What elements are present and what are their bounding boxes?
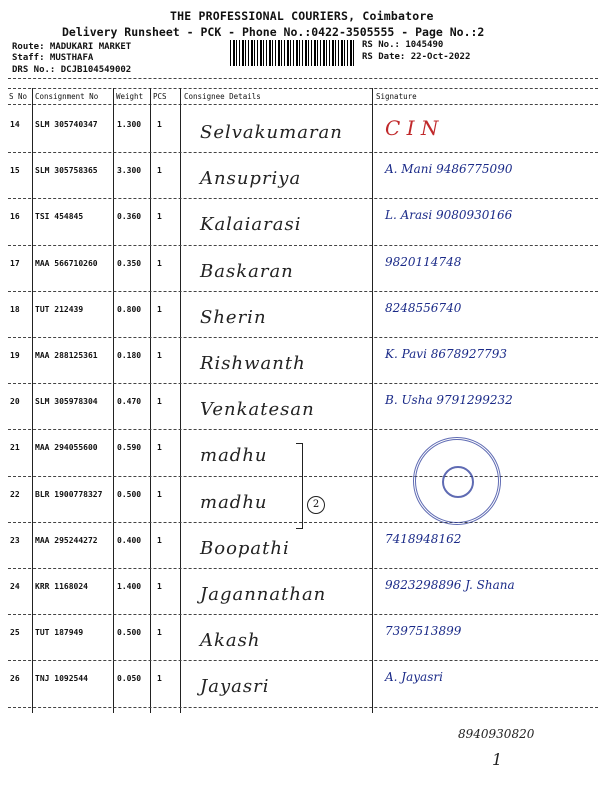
row-pcs: 1 [157,166,162,176]
row-sno: 24 [10,582,20,591]
row-sno: 18 [10,304,20,314]
row-consignee-name: Boopathi [200,537,290,559]
row-consignee-name: Venkatesan [200,399,315,421]
row-signature: B. Usha 9791299232 [385,393,513,408]
row-divider [8,291,598,292]
footer-phone: 8940930820 [458,727,535,741]
column-divider [150,88,151,713]
column-divider [372,88,373,713]
row-consignment-no: KRR 1168024 [35,582,88,591]
row-consignment-no: MAA 294055600 [35,443,98,453]
row-sno: 22 [10,489,20,499]
circled-count: 2 [307,496,325,514]
row-weight: 0.050 [117,674,142,684]
row-weight: 0.400 [117,535,142,545]
row-consignee-name: Baskaran [200,260,294,282]
row-sno: 15 [10,166,20,176]
row-signature: 8248556740 [385,300,462,315]
rs-number: RS No.: 1045490 [362,40,444,50]
footer-mark: 1 [492,750,503,769]
staff-label: Staff: MUSTHAFA [12,53,94,63]
row-pcs: 1 [157,120,162,129]
grouping-bracket [296,443,303,529]
row-consignment-no: SLM 305758365 [35,166,98,176]
row-weight: 1.300 [117,120,142,129]
barcode [230,40,354,66]
row-pcs: 1 [157,628,162,638]
divider [8,104,598,105]
column-divider [32,88,33,713]
row-divider [8,476,598,477]
row-divider [8,383,598,384]
row-consignment-no: TUT 187949 [35,628,84,638]
row-pcs: 1 [157,489,162,499]
row-divider [8,614,598,615]
row-consignee-name: madhu [200,445,268,467]
row-sno: 26 [10,674,20,684]
row-consignee-name: Kalaiarasi [200,214,302,236]
row-weight: 0.470 [117,397,142,407]
row-signature: 9823298896 J. Shana [385,578,515,592]
row-weight: 0.500 [117,489,142,499]
drs-number: DRS No.: DCJB104549002 [12,65,132,75]
row-consignment-no: MAA 288125361 [35,351,98,360]
rs-date: RS Date: 22-Oct-2022 [362,52,471,62]
row-divider [8,198,598,199]
row-sno: 14 [10,120,20,129]
row-signature: 9820114748 [385,254,462,269]
column-divider [113,88,114,713]
row-weight: 0.180 [117,351,142,360]
row-consignment-no: SLM 305978304 [35,397,98,407]
row-consignee-name: Akash [200,630,261,652]
divider [8,78,598,79]
row-signature: C I N [385,116,439,140]
row-consignment-no: BLR 1900778327 [35,489,103,499]
row-signature: 7418948162 [385,531,462,546]
row-consignment-no: MAA 295244272 [35,535,98,545]
company-stamp [413,437,501,525]
row-pcs: 1 [157,582,162,591]
row-pcs: 1 [157,212,162,222]
column-divider [180,88,181,713]
row-weight: 0.590 [117,443,142,453]
row-signature: 7397513899 [385,624,462,639]
row-weight: 0.800 [117,304,142,314]
row-signature: K. Pavi 8678927793 [385,347,508,361]
row-weight: 3.300 [117,166,142,176]
row-consignee-name: madhu [200,491,268,513]
row-consignee-name: Rishwanth [200,353,306,374]
row-consignment-no: SLM 305740347 [35,120,98,129]
company-title: THE PROFESSIONAL COURIERS, Coimbatore [170,9,434,23]
row-divider [8,245,598,246]
row-divider [8,707,598,708]
row-consignee-name: Jagannathan [200,584,327,605]
row-sno: 16 [10,212,20,222]
row-signature: A. Jayasri [385,670,443,685]
row-pcs: 1 [157,351,162,360]
row-pcs: 1 [157,304,162,314]
row-consignee-name: Sherin [200,306,267,328]
row-pcs: 1 [157,674,162,684]
row-weight: 0.350 [117,258,142,268]
row-signature: L. Arasi 9080930166 [385,208,513,223]
runsheet-title: Delivery Runsheet - PCK - Phone No.:0422-3505555 - Page No.:2 [62,25,485,39]
row-consignee-name: Selvakumaran [200,122,343,143]
row-sno: 20 [10,397,20,407]
row-consignment-no: MAA 566710260 [35,258,98,268]
row-consignment-no: TUT 212439 [35,304,84,314]
row-pcs: 1 [157,397,162,407]
col-header-weight: Weight [116,92,144,101]
row-divider [8,522,598,523]
row-sno: 19 [10,351,20,360]
row-pcs: 1 [157,535,162,545]
col-header-pcs: PCS [153,92,167,101]
route-label: Route: MADUKARI MARKET [12,42,132,52]
row-signature: A. Mani 9486775090 [385,162,513,177]
row-sno: 21 [10,443,20,453]
row-divider [8,568,598,569]
row-weight: 0.360 [117,212,142,222]
row-weight: 1.400 [117,582,142,591]
row-consignment-no: TNJ 1092544 [35,674,88,684]
row-consignment-no: TSI 454845 [35,212,84,222]
row-sno: 17 [10,258,20,268]
row-sno: 23 [10,535,20,545]
divider [8,88,598,89]
col-header-consignment: Consignment No [35,92,99,101]
row-sno: 25 [10,628,20,638]
col-header-signature: Signature [376,92,417,101]
row-divider [8,429,598,430]
row-consignee-name: Ansupriya [200,168,302,190]
col-header-sno: S No [9,92,28,101]
row-pcs: 1 [157,258,162,268]
col-header-consignee: Consignee Details [184,92,261,101]
row-weight: 0.500 [117,628,142,638]
row-consignee-name: Jayasri [200,676,270,698]
row-divider [8,337,598,338]
row-pcs: 1 [157,443,162,453]
row-divider [8,660,598,661]
row-divider [8,152,598,153]
